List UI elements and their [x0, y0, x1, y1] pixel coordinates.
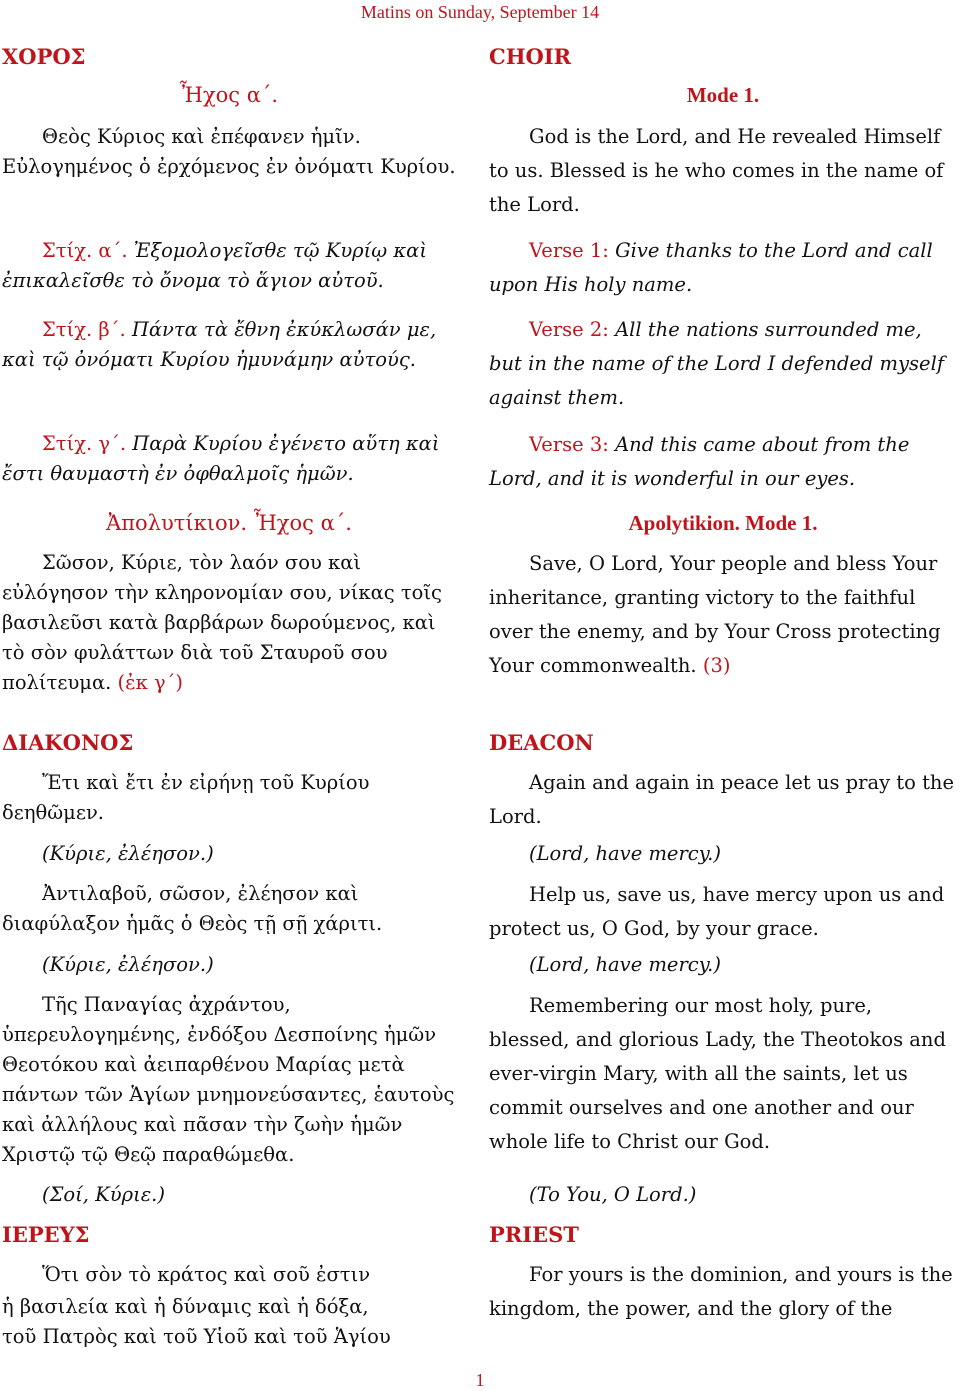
verse-3-greek — [2, 429, 456, 489]
soson-text — [2, 548, 456, 698]
verse-2-label-english: Verse 2: — [529, 318, 609, 341]
theos-kyrios-text: Θεὸς Κύριος καὶ ἐπέφανεν ἡμῖν. Εὐλογημένος ὁ ἐρχόμενος ἐν ὀνόματι Κυρίου. — [2, 125, 456, 178]
help-us-text: Help us, save us, have mercy upon us and protect us, O God, by your grace. — [489, 883, 945, 940]
choir-heading-greek: ΧΟΡΟΣ — [2, 44, 86, 69]
deacon-heading-english: DEACON — [489, 730, 594, 755]
priest-heading-greek: ΙΕΡΕΥΣ — [2, 1222, 90, 1247]
verse-3-english — [489, 428, 957, 496]
verse-3-text-greek: Παρὰ Κυρίου ἐγένετο αὕτη καὶ ἔστι θαυμαστὴ ἐν ὀφθαλμοῖς ἡμῶν. — [2, 432, 440, 485]
lord-have-mercy-1: (Lord, have mercy.) — [529, 842, 721, 865]
apolytikion-heading-greek: Ἀπολυτίκιον. Ἦχος α΄. — [106, 511, 352, 535]
verse-3-text-english: And this came about from the Lord, and it is wonderful in our eyes. — [489, 433, 910, 490]
kyrie-response-1: (Κύριε, ἐλέησον.) — [42, 842, 214, 865]
verse-2-text-english: All the nations surrounded me, but in the name of the Lord I defended myself against them. — [489, 318, 945, 409]
apolytikion-heading-english: Apolytikion. Mode 1. — [628, 511, 818, 535]
for-yours-text: For yours is the dominion, and yours is the kingdom, the power, and the glory of the — [489, 1263, 953, 1320]
oti-line-2: ἡ βασιλεία καὶ ἡ δύναμις καὶ ἡ δόξα, — [2, 1295, 369, 1318]
mode-heading-greek: Ἦχος α΄. — [179, 83, 279, 107]
oti-line-1: Ὅτι σὸν τὸ κράτος καὶ σοῦ ἐστιν — [42, 1263, 371, 1286]
verse-1-label-greek: Στίχ. α΄. — [42, 239, 128, 262]
mode-heading-english: Mode 1. — [686, 83, 760, 107]
verse-1-text-english: Give thanks to the Lord and call upon His holy name. — [489, 239, 933, 296]
priest-heading-english: PRIEST — [489, 1222, 579, 1247]
verse-1-greek — [2, 236, 456, 296]
verse-3-label-english: Verse 3: — [529, 433, 609, 456]
verse-2-label-greek: Στίχ. β΄. — [42, 318, 126, 341]
verse-1-text-greek: Ἐξομολογεῖσθε τῷ Κυρίῳ καὶ ἐπικαλεῖσθε τὸ ὄνομα τὸ ἅγιον αὐτοῦ. — [2, 239, 427, 292]
verse-2-english — [489, 313, 957, 415]
kyrie-response-2: (Κύριε, ἐλέησον.) — [42, 953, 214, 976]
page-number: 1 — [475, 1370, 485, 1390]
panagias-text: Τῆς Παναγίας ἀχράντου, ὑπερευλογημένης, ἐνδόξου Δεσποίνης ἡμῶν Θεοτόκου καὶ ἀειπαρθένου Μαρίας μετὰ πάντων τῶν Ἁγίων μνημονεύσαντες, ἑαυτοὺς καὶ ἀλλήλους καὶ πᾶσαν τὴν ζωὴν ἡμῶν Χριστῷ τῷ Θεῷ παραθώμεθα. — [2, 993, 455, 1166]
again-text: Again and again in peace let us pray to the Lord. — [489, 771, 955, 828]
page-header: Matins on Sunday, September 14 — [360, 2, 600, 22]
verse-1-english — [489, 234, 957, 302]
verse-2-greek — [2, 315, 456, 375]
verse-1-label-english: Verse 1: — [529, 239, 609, 262]
remembering-text: Remembering our most holy, pure, blessed, and glorious Lady, the Theotokos and ever-virgin Mary, with all the saints, let us commit ourselves and one another and our whole life to Christ our God. — [489, 994, 946, 1153]
lord-have-mercy-2: (Lord, have mercy.) — [529, 953, 721, 976]
soson-times: (ἐκ γ΄) — [111, 671, 184, 694]
verse-2-text-greek: Πάντα τὰ ἔθνη ἐκύκλωσάν με, καὶ τῷ ὀνόματι Κυρίου ἠμυνάμην αὐτούς. — [2, 318, 437, 371]
to-you-response: (To You, O Lord.) — [529, 1183, 697, 1206]
save-times: (3) — [696, 654, 731, 677]
save-body: Save, O Lord, Your people and bless Your inheritance, granting victory to the faithful over the enemy, and by Your Cross protecting Your commonwealth. — [489, 552, 941, 677]
oti-line-3: τοῦ Πατρὸς καὶ τοῦ Υἱοῦ καὶ τοῦ Ἁγίου — [2, 1325, 391, 1348]
god-is-the-lord-text: God is the Lord, and He revealed Himself to us. Blessed is he who comes in the name of the Lord. — [489, 125, 944, 216]
antilavou-text: Ἀντιλαβοῦ, σῶσον, ἐλέησον καὶ διαφύλαξον ἡμᾶς ὁ Θεὸς τῇ σῇ χάριτι. — [2, 882, 383, 935]
deacon-heading-greek: ΔΙΑΚΟΝΟΣ — [2, 730, 134, 755]
choir-heading-english: CHOIR — [489, 44, 572, 69]
save-o-lord-text — [489, 547, 957, 683]
verse-3-label-greek: Στίχ. γ΄. — [42, 432, 127, 455]
soi-kyrie-response: (Σοί, Κύριε.) — [42, 1183, 165, 1206]
eti-text: Ἔτι καὶ ἔτι ἐν εἰρήνῃ τοῦ Κυρίου δεηθῶμεν. — [2, 771, 370, 824]
soson-body: Σῶσον, Κύριε, τὸν λαόν σου καὶ εὐλόγησον τὴν κληρονομίαν σου, νίκας τοῖς βασιλεῦσι κατὰ βαρβάρων δωρούμενος, καὶ τὸ σὸν φυλάττων διὰ τοῦ Σταυροῦ σου πολίτευμα. — [2, 551, 442, 694]
